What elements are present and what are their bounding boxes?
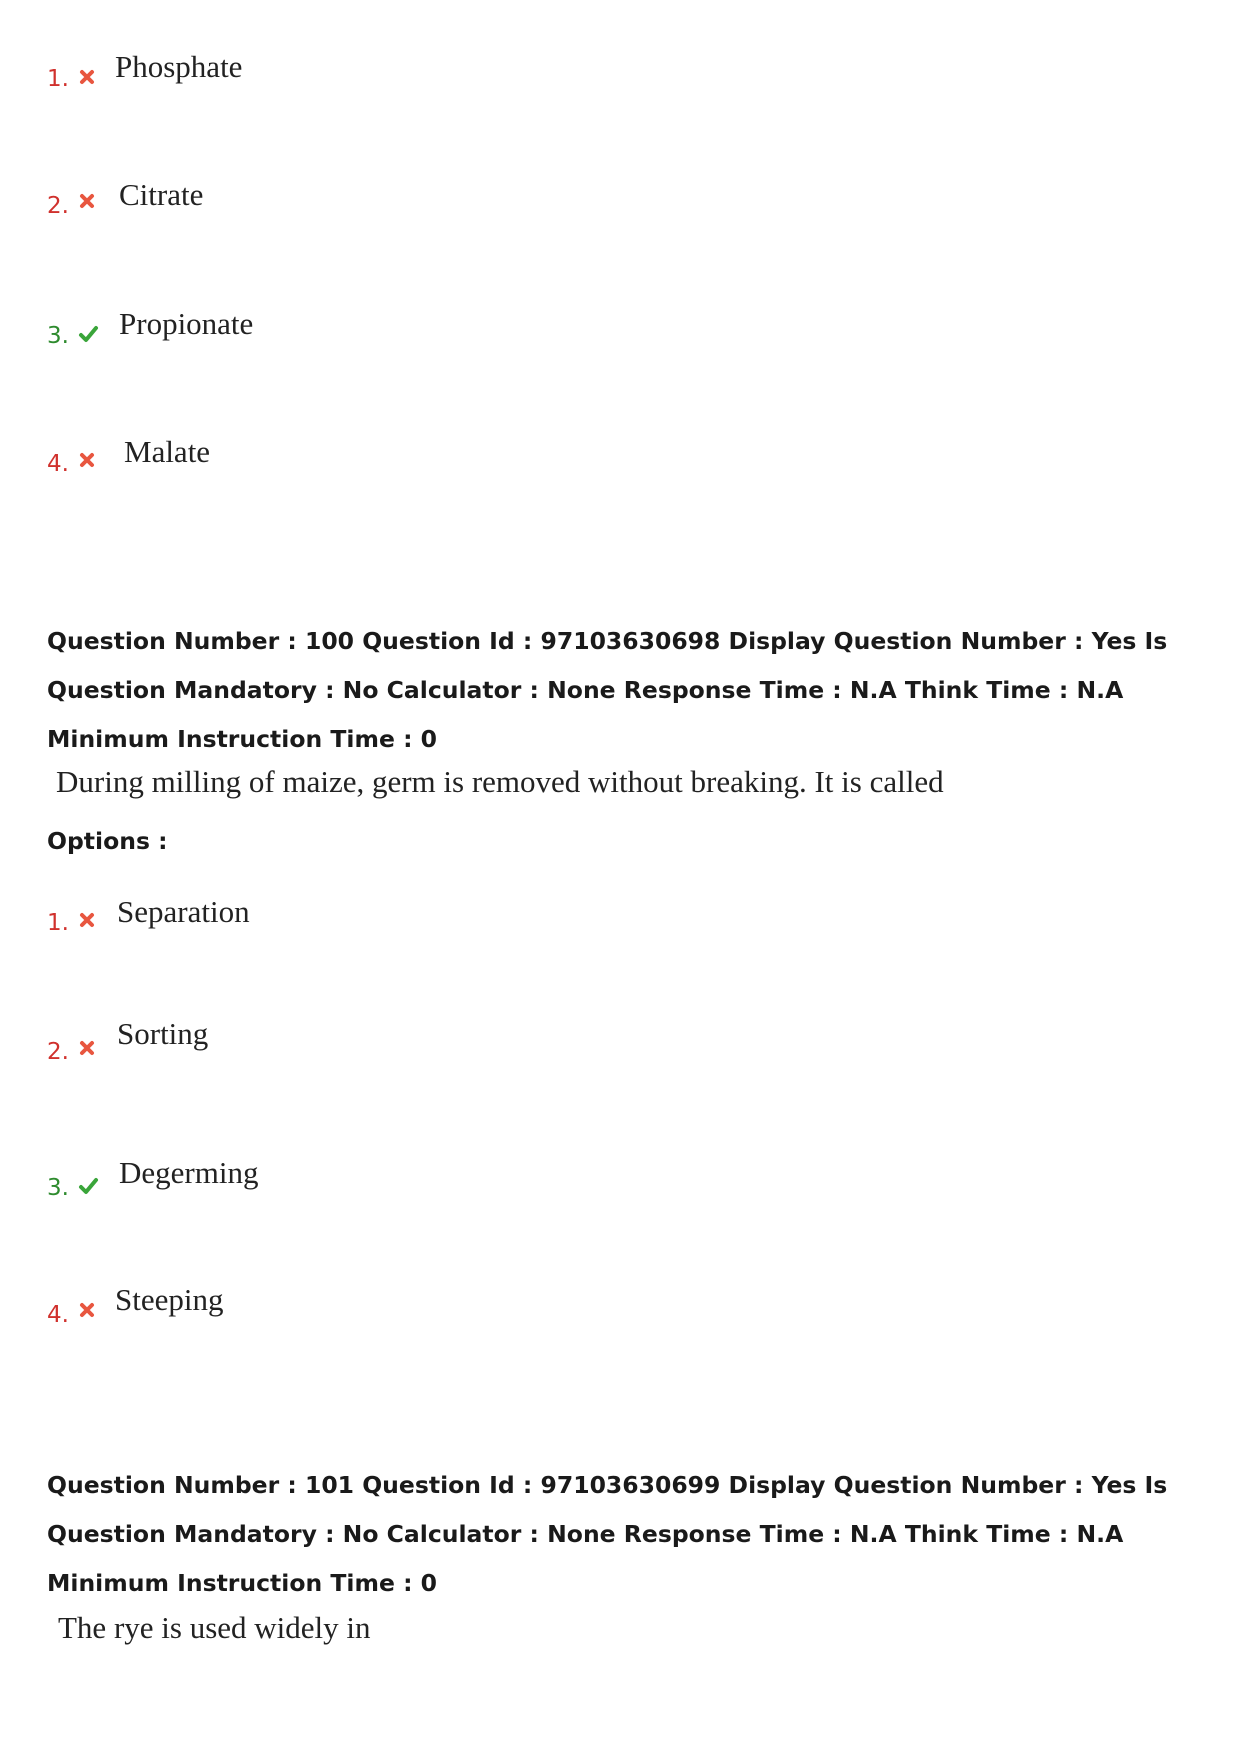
check-icon: [76, 324, 100, 344]
option-row: [47, 1282, 647, 1352]
question-meta: Question Number : 101 Question Id : 97103630699 Display Question Number : Yes Is Question Mandatory : No Calculator : None Response Time : N.A Think Time : N.A Minimum Instruction Time : 0: [47, 1471, 1168, 1597]
option-number: 3.: [47, 323, 69, 349]
question-text: The rye is used widely in: [58, 1610, 371, 1645]
cross-icon: [77, 191, 97, 211]
question-text: During milling of maize, germ is removed without breaking. It is called: [56, 764, 944, 799]
option-number: 2.: [47, 1039, 69, 1065]
option-number: 3.: [47, 1175, 69, 1201]
option-text: Steeping: [115, 1282, 224, 1317]
option-text: Propionate: [119, 306, 254, 341]
option-text: Phosphate: [115, 49, 243, 84]
option-number: 1.: [47, 910, 69, 936]
option-text: Degerming: [119, 1155, 259, 1190]
option-row: [47, 1155, 647, 1222]
option-row: [47, 1016, 647, 1090]
option-text: Sorting: [117, 1016, 209, 1051]
options-label: Options :: [47, 827, 168, 855]
question-meta: Question Number : 100 Question Id : 97103630698 Display Question Number : Yes Is Question Mandatory : No Calculator : None Response Time : N.A Think Time : N.A Minimum Instruction Time : 0: [47, 627, 1168, 753]
option-number: 4.: [47, 451, 69, 477]
option-text: Citrate: [119, 177, 204, 212]
cross-icon: [77, 1300, 97, 1320]
option-row: [47, 434, 647, 503]
cross-icon: [77, 67, 97, 87]
option-row: [47, 306, 647, 375]
option-text: Malate: [124, 434, 211, 469]
cross-icon: [77, 1038, 97, 1058]
option-number: 1.: [47, 66, 69, 92]
option-number: 4.: [47, 1302, 69, 1328]
cross-icon: [77, 910, 97, 930]
option-row: [47, 894, 647, 959]
check-icon: [76, 1176, 100, 1196]
cross-icon: [77, 450, 97, 470]
option-text: Separation: [117, 894, 250, 929]
option-row: [47, 177, 647, 245]
option-row: [47, 49, 647, 115]
option-number: 2.: [47, 193, 69, 219]
